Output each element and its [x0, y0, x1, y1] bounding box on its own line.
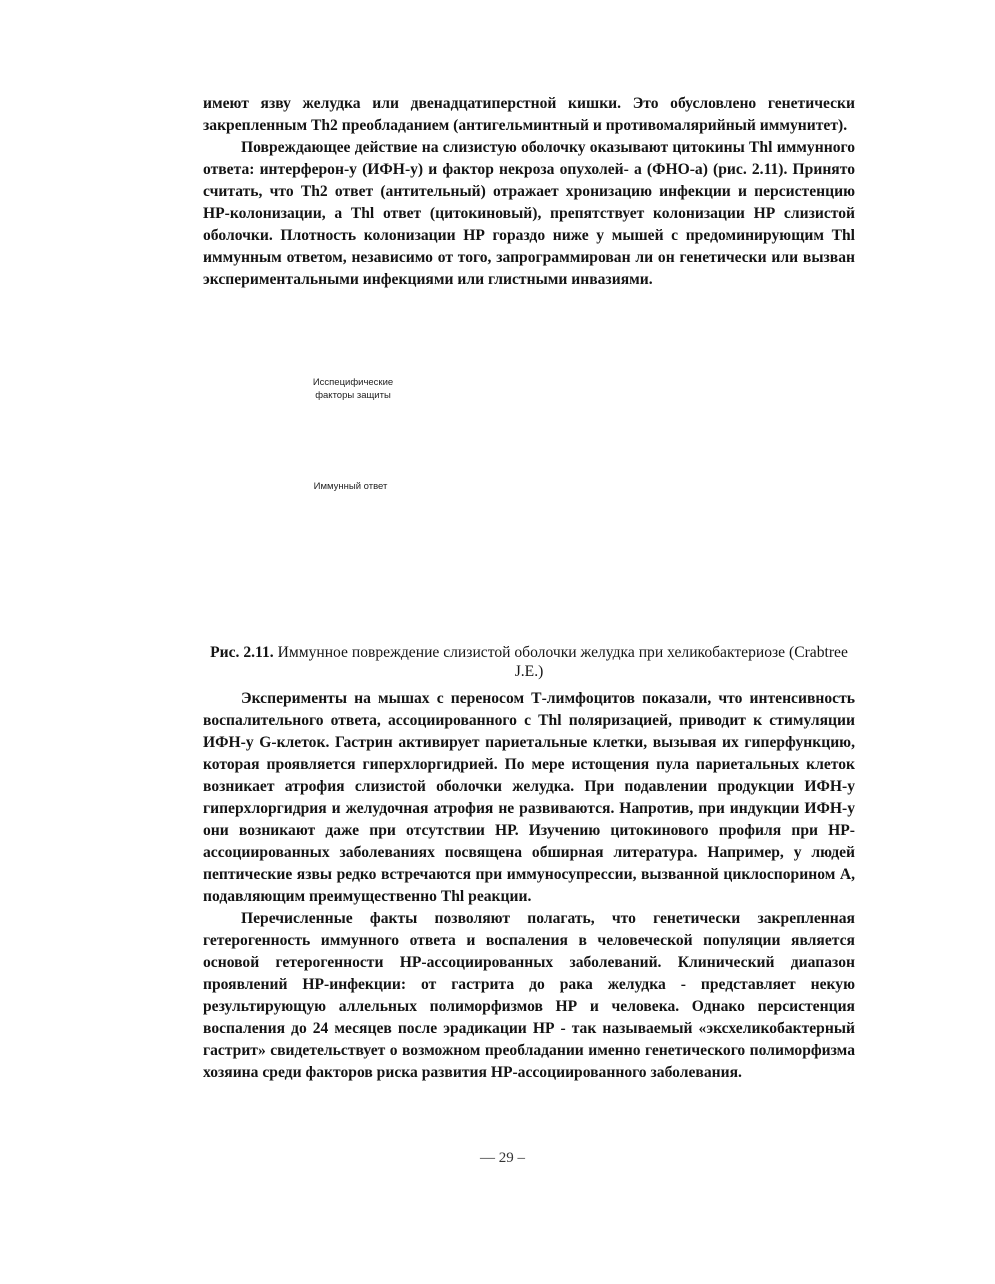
paragraph-top-1: имеют язву желудка или двенадцатиперстной кишки. Это обусловлено генетически закрепленным Th2 преобладанием (антигельминтный и противомалярийный иммунитет).	[203, 95, 855, 134]
paragraph-top-2: Повреждающее действие на слизистую оболочку оказывают цитокины Thl иммунного ответа: интерферон-у (ИФН-у) и фактор некроза опухолей- а (ФНО-а) (рис. 2.11). Принято считать, что Th2 ответ (антительный) отражает хронизацию инфекции и персистенцию НР-колонизации, а Thl ответ (цитокиновый), препятствует колонизации НР слизистой оболочки. Плотность колонизации НР гораздо ниже у мышей с предоминирующим Thl иммунным ответом, независимо от того, запрограммирован ли он генетически или вызван экспериментальными инфекциями или глистными инвазиями.	[203, 139, 855, 288]
figure-2-11	[203, 360, 855, 630]
page-number: — 29 –	[480, 1150, 525, 1166]
caption-text: Иммунное повреждение слизистой оболочки желудка при хеликобактериозе (Crabtree J.E.)	[277, 644, 848, 680]
figure-caption	[203, 643, 855, 681]
figure-label-nonspecific-factors: Исспецифические факторы защиты	[312, 377, 394, 401]
paragraph-bottom-2: Перечисленные факты позволяют полагать, что генетически закрепленная гетерогенность иммунного ответа и воспаления в человеческой популяции является основой гетерогенности НР-ассоциированных заболеваний. Клинический диапазон проявлений НР-инфекции: от гастрита до рака желудка - представляет некую результирующую аллельных полиморфизмов НР и человека. Однако персистенция воспаления до 24 месяцев после эрадикации НР - так называемый «эксхеликобактерный гастрит» свидетельствует о возможном преобладании именно генетического полиморфизма хозяина среди факторов риска развития НР-ассоциированного заболевания.	[203, 910, 855, 1081]
body-text-top	[203, 93, 855, 291]
caption-label: Рис. 2.11.	[210, 644, 274, 661]
paragraph-bottom-1: Эксперименты на мышах с переносом Т-лимфоцитов показали, что интенсивность воспалительного ответа, ассоциированного с Thl поляризацией, приводит к стимуляции ИФН-у G-клеток. Гастрин активирует париетальные клетки, вызывая их гиперфункцию, которая проявляется гиперхлоргидрией. По мере истощения пула париетальных клеток возникает атрофия слизистой оболочки желудка. При подавлении продукции ИФН-у гиперхлоргидрия и желудочная атрофия не развиваются. Напротив, при индукции ИФН-у они возникают даже при отсутствии НР. Изучению цитокинового профиля при НР-ассоциированных заболеваниях посвящена обширная литература. Например, у людей пептические язвы редко встречаются при иммуносупрессии, вызванной циклоспорином А, подавляющим преимущественно Thl реакции.	[203, 690, 855, 905]
body-text-bottom	[203, 688, 855, 1084]
figure-label-immune-response: Иммунный ответ	[313, 481, 388, 492]
